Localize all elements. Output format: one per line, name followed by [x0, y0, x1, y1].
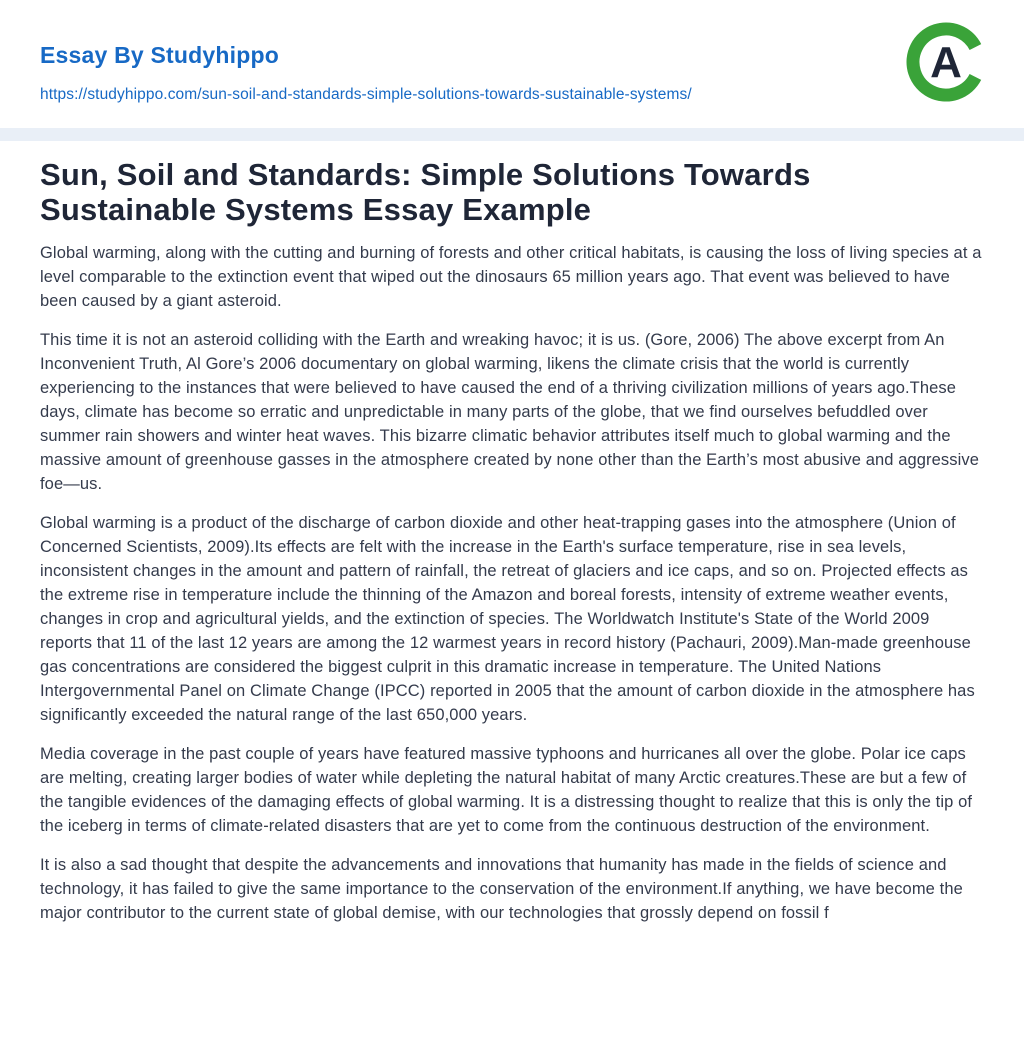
- essay-content: [0, 141, 1024, 980]
- site-title: Essay By Studyhippo: [40, 42, 279, 68]
- essay-title: Sun, Soil and Standards: Simple Solutions Towards Sustainable Systems Essay Example: [40, 157, 811, 227]
- source-url[interactable]: https://studyhippo.com/sun-soil-and-standards-simple-solutions-towards-sustainable-systems/: [40, 86, 692, 103]
- essay-paragraph-3: Global warming is a product of the discharge of carbon dioxide and other heat-trapping gases into the atmosphere (Union of Concerned Scientists, 2009).Its effects are felt with the increase in the Earth's surface temperature, rise in sea levels, inconsistent changes in the amount and pattern of rainfall, the retreat of glaciers and ice caps, and so on. Projected effects as the extreme rise in temperature include the thinning of the Amazon and boreal forests, intensity of extreme weather events, changes in crop and agricultural yields, and the extinction of species. The Worldwatch Institute's State of the World 2009 reports that 11 of the last 12 years are among the 12 warmest years in record history (Pachauri, 2009).Man-made greenhouse gas concentrations are considered the biggest culprit in this dramatic increase in temperature. The United Nations Intergovernmental Panel on Climate Change (IPCC) reported in 2005 that the amount of carbon dioxide in the atmosphere has significantly exceeded the natural range of the last 650,000 years.: [40, 514, 975, 724]
- logo-letter: A: [930, 38, 962, 87]
- logo-ring-icon: [906, 22, 986, 102]
- essay-paragraph-1: Global warming, along with the cutting and burning of forests and other critical habitats, is causing the loss of living species at a level comparable to the extinction event that wiped out the dinosaurs 65 million years ago. That event was believed to have been caused by a giant asteroid.: [40, 244, 982, 310]
- divider-band: [0, 128, 1024, 141]
- essay-paragraph-4: Media coverage in the past couple of years have featured massive typhoons and hurricanes all over the globe. Polar ice caps are melting, creating larger bodies of water while depleting the natural habitat of many Arctic creatures.These are but a few of the tangible evidences of the damaging effects of global warming. It is a distressing thought to realize that this is only the tip of the iceberg in terms of climate-related disasters that are yet to come from the continuous destruction of the environment.: [40, 745, 973, 835]
- essay-paragraph-5: It is also a sad thought that despite the advancements and innovations that humanity has made in the fields of science and technology, it has failed to give the same importance to the conservation of the environment.If anything, we have become the major contributor to the current state of global demise, with our technologies that grossly depend on fossil f: [40, 856, 963, 922]
- essay-paragraph-2: This time it is not an asteroid colliding with the Earth and wreaking havoc; it is us. (Gore, 2006) The above excerpt from An Inconvenient Truth, Al Gore’s 2006 documentary on global warming, likens the climate crisis that the world is currently experiencing to the instances that were believed to have caused the end of a thriving civilization millions of years ago.These days, climate has become so erratic and unpredictable in many parts of the globe, that we find ourselves befuddled over summer rain showers and winter heat waves. This bizarre climatic behavior attributes itself much to global warming and the massive amount of greenhouse gasses in the atmosphere created by none other than the Earth’s most abusive and aggressive foe—us.: [40, 331, 980, 493]
- page-header: [0, 0, 1024, 128]
- studyhippo-logo[interactable]: [906, 22, 986, 102]
